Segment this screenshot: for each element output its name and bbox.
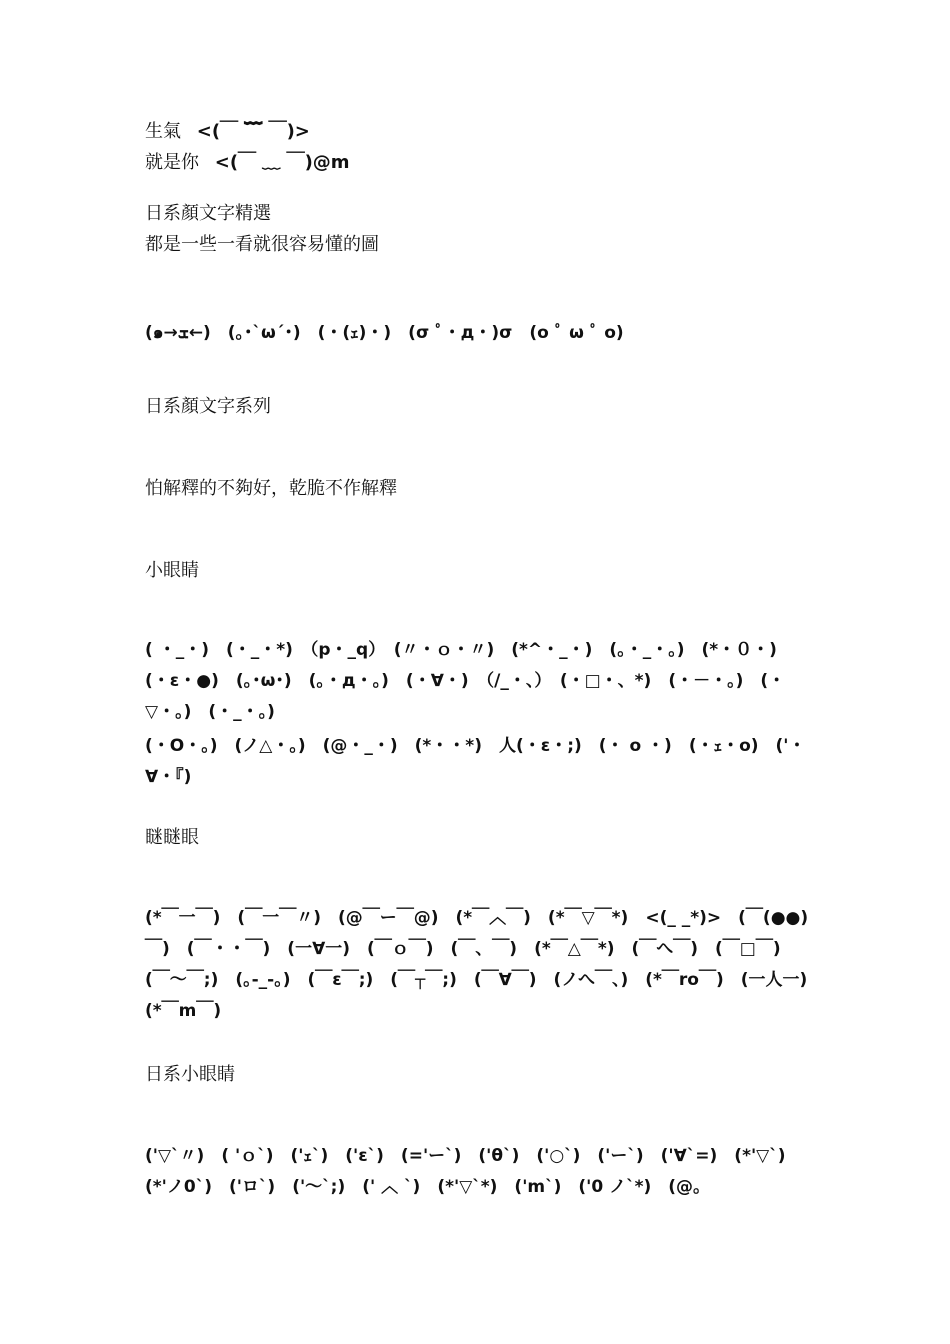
heading-series: 日系顏文字系列 [145,396,271,417]
its-you-kaomoji: <(￣ ﹏ ￣)@m [214,152,350,173]
angry-label: 生氣 [145,121,181,142]
section-title-jp-small-eyes: 日系小眼睛 [145,1064,235,1085]
small-eyes-block-1: ( ・_・) (・_・*) （p・_q） (〃・ｏ・〃) (*^・_・) (。・_・。) (*・０・) (・ε・●) (｡･ω･) (。・д・。) (・∀・) （/_・、） (・□・、*) (・－・。) (・▽・。) (・_・。) [145,640,794,722]
small-eyes-block-2: (・O・。) (ノ△・。) (@・_・) (*・・*) 人(・ε・;) (・ o ・) (・ｪ・o) ('・∀・『) [145,736,806,787]
featured-kaomoji-row: (๑→ܫ←) (｡･`ω´･) (・(ｪ)・) (σ ﾟ・д・)σ (o ﾟ ω ﾟ o) [145,323,624,343]
its-you-line [145,151,810,175]
note-text: 怕解釋的不夠好，乾脆不作解釋 [145,478,397,499]
angry-kaomoji: <(￣ ﹌ ￣)> [196,121,310,142]
its-you-label: 就是你 [145,152,199,173]
section-title-squint: 瞇瞇眼 [145,827,199,848]
jp-small-eyes-block: ('▽`〃) ( 'ｏ`) ('ｪ`) ('ε`) (='ー`) ('θ`) ('○`) ('ー`) ('∀`=) (*'▽`) (*'ノ0`) ('ロ`) ('～`;) (' ︿ `) (*'▽`*) ('m`) ('0 ノ`*) (@。 [145,1146,803,1197]
section-title-small-eyes: 小眼睛 [145,560,199,581]
squint-block: (*￣一￣) (￣一￣〃) (@￣ー￣@) (*￣︿￣) (*￣▽￣*) <(_ _*)> (￣(●●)￣) (￣・・￣) (一∀一) (￣ｏ￣) (￣、￣) (*￣△￣*) (￣へ￣) (￣□￣) (￣～￣;) (｡-_-｡) (￣ε￣;) (￣┬￣;) (￣∀￣) (ノへ￣、) (*￣ro￣) (一人一) (*￣m￣) [145,908,825,1021]
angry-line [145,120,810,144]
heading-select: 日系顏文字精選 [145,203,271,224]
subheading-select: 都是一些一看就很容易懂的圖 [145,234,379,255]
